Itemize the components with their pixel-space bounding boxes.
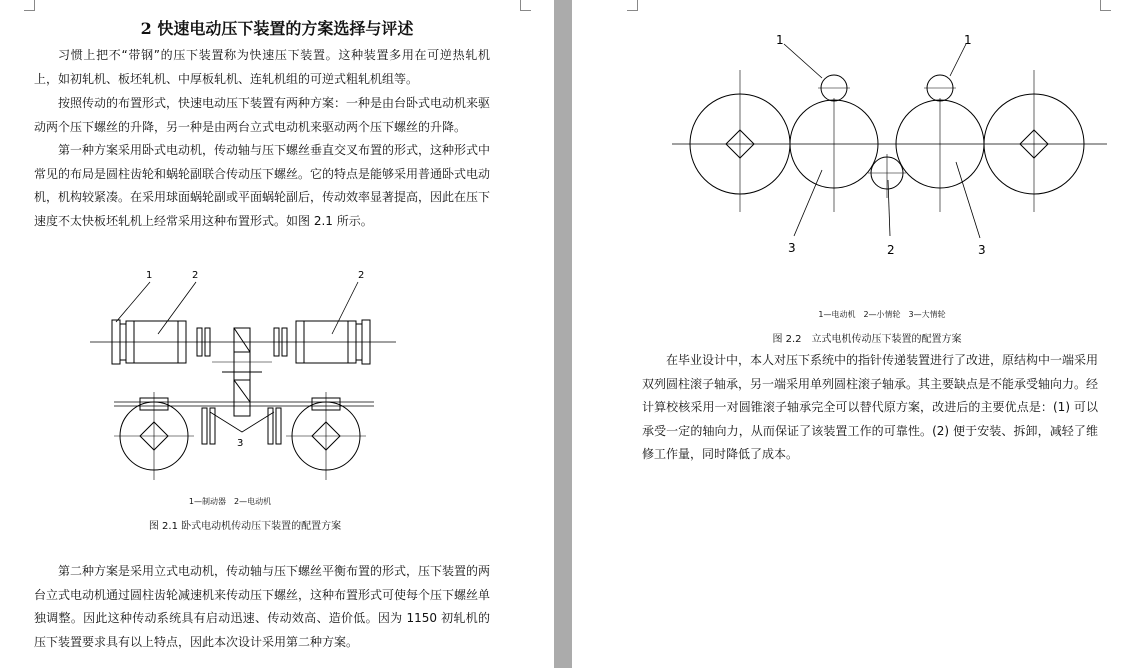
- section-title: 2 快速电动压下装置的方案选择与评述: [140, 19, 414, 38]
- page-corner-mark: [520, 0, 531, 11]
- figure-legend: 1—电动机 2—小情轮 3—大情轮: [818, 310, 946, 319]
- document-page-right: [572, 0, 1123, 668]
- figure-label: 3: [237, 438, 244, 449]
- figure-2-2-vertical-motor-diagram: [672, 30, 1112, 262]
- figure-label: 2: [358, 270, 365, 281]
- figure-label: 1: [964, 33, 972, 47]
- figure-legend: 1—制动器 2—电动机: [188, 497, 272, 506]
- figure-label: 2: [192, 270, 199, 281]
- figure-caption: 图 2.1 卧式电动机传动压下装置的配置方案: [148, 521, 342, 532]
- page-corner-mark: [1100, 0, 1111, 11]
- page-corner-mark: [24, 0, 35, 11]
- page-corner-mark: [627, 0, 638, 11]
- paragraph: 在毕业设计中，本人对压下系统中的指针传递装置进行了改进，原结构中一端采用双列圆柱滚子轴承，另一端采用单列圆柱滚子轴承。其主要缺点是不能承受轴向力。经计算校核采用一对圆锥滚子轴承完全可以替代原方案，改进后的主要优点是：(1) 可以承受一定的轴向力，从而保证了该装置工作的可靠性。(2) 便于安装、拆卸，减轻了维修工作量，同时降低了成本。: [642, 353, 1099, 462]
- figure-label: 1: [776, 33, 784, 47]
- paragraph: 第二种方案是采用立式电动机，传动轴与压下螺丝平衡布置的形式，压下装置的两台立式电动机通过圆柱齿轮减速机来传动压下螺丝，这种布置形式可使每个压下螺丝单独调整。因此这种传动系统具有启动迅速、传动效高、造价低。因为 1150 初轧机的压下装置要求具有以上特点，因此本次设计采用第二种方案。: [34, 564, 491, 649]
- figure-caption: 图 2.2 立式电机传动压下装置的配置方案: [772, 334, 962, 345]
- figure-label: 3: [978, 243, 986, 257]
- figure-label: 1: [146, 270, 153, 281]
- figure-2-1-horizontal-motor-diagram: [84, 262, 400, 494]
- paragraph: 第一种方案采用卧式电动机，传动轴与压下螺丝垂直交叉布置的形式，这种形式中常见的布局是圆柱齿轮和蜗轮副联合传动压下螺丝。它的特点是能够采用普通卧式电动机，机构较紧凑。在采用球面蜗轮副或平面蜗轮副后，传动效率显著提高，因此在压下速度不太快板坯轧机上经常采用这种布置形式。如图 2.1 所示。: [34, 143, 491, 228]
- paragraph: 习惯上把不“带钢”的压下装置称为快速压下装置。这种装置多用在可逆热轧机上，如初轧机、板坯轧机、中厚板轧机、连轧机组的可逆式粗轧机组等。: [34, 48, 490, 86]
- paragraph: 按照传动的布置形式，快速电动压下装置有两种方案：一种是由台卧式电动机来驱动两个压下螺丝的升降，另一种是由两台立式电动机来驱动两个压下螺丝的升降。: [34, 96, 491, 134]
- figure-label: 3: [788, 241, 796, 255]
- document-page-left: [0, 0, 554, 668]
- figure-label: 2: [887, 243, 895, 257]
